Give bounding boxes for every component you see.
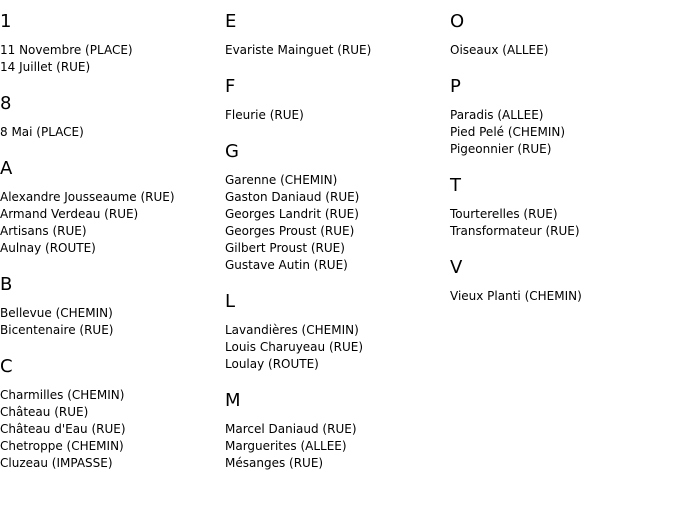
street-link[interactable]: Artisans (RUE) [0, 224, 87, 238]
group-spacer [225, 124, 445, 140]
letter-heading: B [0, 274, 13, 295]
street-list [450, 206, 670, 240]
street-link[interactable]: Armand Verdeau (RUE) [0, 207, 139, 221]
letter-heading: T [450, 175, 461, 196]
street-link[interactable]: Gustave Autin (RUE) [225, 258, 348, 272]
street-list [225, 172, 445, 274]
street-index-column-1 [0, 10, 220, 472]
letter-heading: M [225, 390, 241, 411]
letter-heading: O [450, 11, 465, 32]
letter-group [450, 174, 670, 256]
street-link[interactable]: Charmilles (CHEMIN) [0, 388, 125, 402]
letter-group [225, 75, 445, 140]
letter-heading: L [225, 291, 236, 312]
group-spacer [225, 373, 445, 389]
street-link[interactable]: Tourterelles (RUE) [450, 207, 558, 221]
letter-group [0, 10, 220, 92]
group-spacer [450, 59, 670, 75]
letter-group [450, 10, 670, 75]
street-index-column-3 [450, 10, 670, 305]
street-link[interactable]: Georges Proust (RUE) [225, 224, 355, 238]
letter-heading: V [450, 257, 463, 278]
street-link[interactable]: Lavandières (CHEMIN) [225, 323, 359, 337]
letter-heading: A [0, 158, 13, 179]
letter-group [450, 75, 670, 174]
letter-group [225, 389, 445, 472]
street-list [225, 421, 445, 472]
street-link[interactable]: Marguerites (ALLEE) [225, 439, 347, 453]
group-spacer [225, 59, 445, 75]
street-link[interactable]: Bicentenaire (RUE) [0, 323, 114, 337]
letter-group [0, 355, 220, 472]
street-link[interactable]: Louis Charuyeau (RUE) [225, 340, 364, 354]
street-list [0, 42, 220, 76]
street-link[interactable]: Gilbert Proust (RUE) [225, 241, 345, 255]
street-link[interactable]: Transformateur (RUE) [450, 224, 580, 238]
street-link[interactable]: 14 Juillet (RUE) [0, 60, 91, 74]
street-list [450, 42, 670, 59]
street-list [0, 189, 220, 257]
group-spacer [225, 274, 445, 290]
letter-heading: 8 [0, 93, 12, 114]
street-link[interactable]: Fleurie (RUE) [225, 108, 304, 122]
letter-heading: 1 [0, 11, 12, 32]
street-link[interactable]: Alexandre Jousseaume (RUE) [0, 190, 175, 204]
street-list [450, 288, 670, 305]
group-spacer [0, 141, 220, 157]
street-link[interactable]: Loulay (ROUTE) [225, 357, 319, 371]
letter-group [0, 273, 220, 355]
street-link[interactable]: Gaston Daniaud (RUE) [225, 190, 360, 204]
group-spacer [0, 257, 220, 273]
street-link[interactable]: Pigeonnier (RUE) [450, 142, 552, 156]
street-link[interactable]: Cluzeau (IMPASSE) [0, 456, 113, 470]
street-link[interactable]: Oiseaux (ALLEE) [450, 43, 549, 57]
letter-group [0, 157, 220, 273]
street-link[interactable]: Marcel Daniaud (RUE) [225, 422, 357, 436]
group-spacer [450, 158, 670, 174]
street-link[interactable]: Vieux Planti (CHEMIN) [450, 289, 582, 303]
street-link[interactable]: Evariste Mainguet (RUE) [225, 43, 372, 57]
street-link[interactable]: Garenne (CHEMIN) [225, 173, 338, 187]
street-link[interactable]: Georges Landrit (RUE) [225, 207, 359, 221]
letter-heading: F [225, 76, 236, 97]
street-list [0, 305, 220, 339]
letter-group [0, 92, 220, 157]
street-list [225, 42, 445, 59]
letter-heading: E [225, 11, 237, 32]
street-link[interactable]: Château (RUE) [0, 405, 89, 419]
letter-group [225, 10, 445, 75]
street-link[interactable]: Chetroppe (CHEMIN) [0, 439, 124, 453]
street-link[interactable]: 11 Novembre (PLACE) [0, 43, 133, 57]
letter-group [225, 140, 445, 290]
street-list [450, 107, 670, 158]
group-spacer [450, 240, 670, 256]
group-spacer [0, 76, 220, 92]
street-list [0, 124, 220, 141]
street-link[interactable]: Mésanges (RUE) [225, 456, 324, 470]
street-link[interactable]: Pied Pelé (CHEMIN) [450, 125, 566, 139]
street-link[interactable]: 8 Mai (PLACE) [0, 125, 84, 139]
street-list [225, 322, 445, 373]
street-link[interactable]: Aulnay (ROUTE) [0, 241, 96, 255]
street-list [225, 107, 445, 124]
letter-heading: C [0, 356, 13, 377]
group-spacer [0, 339, 220, 355]
street-link[interactable]: Château d'Eau (RUE) [0, 422, 126, 436]
street-index-column-2 [225, 10, 445, 472]
letter-group [225, 290, 445, 389]
letter-heading: G [225, 141, 239, 162]
street-link[interactable]: Bellevue (CHEMIN) [0, 306, 113, 320]
letter-group [450, 256, 670, 305]
street-list [0, 387, 220, 472]
letter-heading: P [450, 76, 461, 97]
street-link[interactable]: Paradis (ALLEE) [450, 108, 544, 122]
